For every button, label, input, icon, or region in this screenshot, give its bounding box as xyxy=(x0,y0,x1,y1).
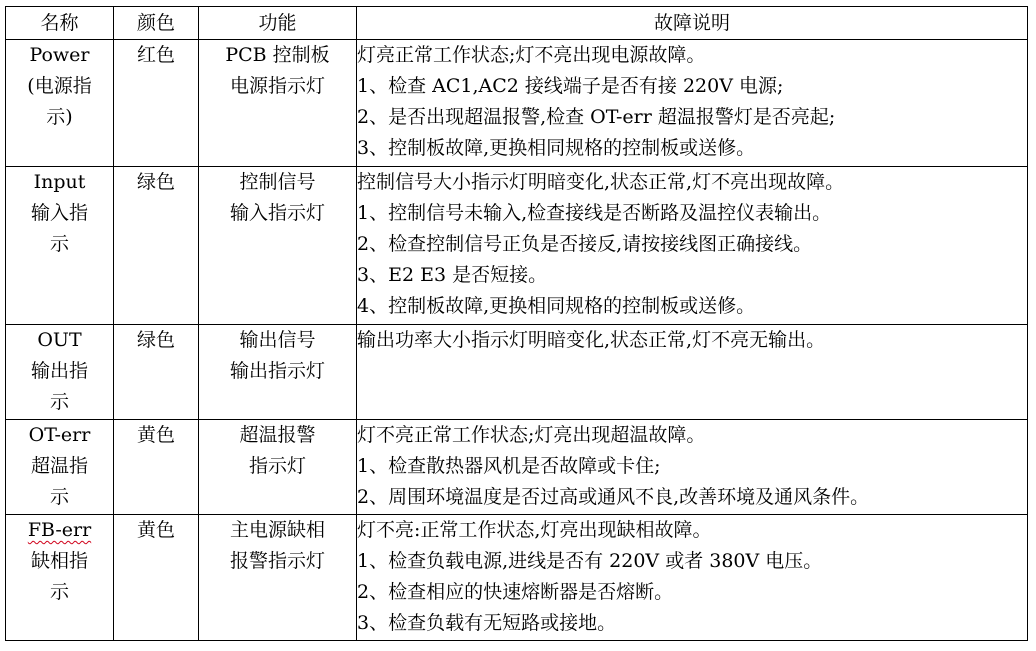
cell-function xyxy=(199,420,357,515)
cell-color: 绿色 xyxy=(114,167,199,325)
name-line: 示 xyxy=(49,233,69,255)
cell-color: 红色 xyxy=(114,40,199,167)
cell-description xyxy=(357,325,1028,420)
function-line: PCB 控制板 xyxy=(225,44,330,66)
cell-description xyxy=(357,40,1028,167)
fault-indicator-table xyxy=(5,6,1028,641)
function-line: 输出信号 xyxy=(239,329,316,351)
header-color: 颜色 xyxy=(114,7,199,40)
spellcheck-marked-text: FB-err xyxy=(27,519,92,541)
name-line: 示 xyxy=(49,486,69,508)
name-line: 输出指 xyxy=(30,360,88,382)
cell-indicator-name xyxy=(6,420,114,515)
cell-function xyxy=(199,325,357,420)
description-line: 1、检查负载电源,进线是否有 220V 或者 380V 电压。 xyxy=(357,550,823,572)
description-line: 控制信号大小指示灯明暗变化,状态正常,灯不亮出现故障。 xyxy=(357,171,845,193)
description-line: 3、E2 E3 是否短接。 xyxy=(357,264,548,286)
function-line: 电源指示灯 xyxy=(229,75,325,97)
name-line: 示 xyxy=(49,581,69,603)
description-line: 输出功率大小指示灯明暗变化,状态正常,灯不亮无输出。 xyxy=(357,329,826,351)
cell-indicator-name xyxy=(6,167,114,325)
name-line: 超温指 xyxy=(30,455,88,477)
header-function: 功能 xyxy=(199,7,357,40)
name-line: Input xyxy=(33,171,86,193)
description-line: 2、检查相应的快速熔断器是否熔断。 xyxy=(357,581,674,603)
table-row xyxy=(6,167,1028,325)
function-line: 输出指示灯 xyxy=(229,360,325,382)
name-line: Power xyxy=(29,44,90,66)
description-line: 1、控制信号未输入,检查接线是否断路及温控仪表输出。 xyxy=(357,202,832,224)
description-line: 1、检查 AC1,AC2 接线端子是否有接 220V 电源; xyxy=(357,75,784,97)
function-line: 输入指示灯 xyxy=(229,202,325,224)
name-line: 示 xyxy=(49,391,69,413)
description-line: 灯亮正常工作状态;灯不亮出现电源故障。 xyxy=(357,44,706,66)
cell-description xyxy=(357,420,1028,515)
cell-color: 黄色 xyxy=(114,515,199,641)
table-row xyxy=(6,40,1028,167)
table-row xyxy=(6,325,1028,420)
description-line: 2、周围环境温度是否过高或通风不良,改善环境及通风条件。 xyxy=(357,486,870,508)
description-line: 3、检查负载有无短路或接地。 xyxy=(357,612,617,634)
description-line: 2、是否出现超温报警,检查 OT-err 超温报警灯是否亮起; xyxy=(357,106,836,128)
description-line: 2、检查控制信号正负是否接反,请按接线图正确接线。 xyxy=(357,233,813,255)
table-row xyxy=(6,420,1028,515)
cell-color: 绿色 xyxy=(114,325,199,420)
name-line: OT-err xyxy=(28,424,91,446)
name-line: 输入指 xyxy=(30,202,88,224)
function-line: 超温报警 xyxy=(239,424,316,446)
name-line: (电源指 xyxy=(27,75,92,97)
description-line: 3、控制板故障,更换相同规格的控制板或送修。 xyxy=(357,137,756,159)
cell-function xyxy=(199,167,357,325)
function-line: 主电源缺相 xyxy=(229,519,325,541)
name-line xyxy=(6,515,113,546)
cell-description xyxy=(357,167,1028,325)
table-header-row xyxy=(6,7,1028,40)
cell-description xyxy=(357,515,1028,641)
header-description: 故障说明 xyxy=(357,7,1028,40)
description-line: 灯不亮正常工作状态;灯亮出现超温故障。 xyxy=(357,424,706,446)
cell-indicator-name xyxy=(6,325,114,420)
name-line: 缺相指 xyxy=(30,550,88,572)
description-line: 4、控制板故障,更换相同规格的控制板或送修。 xyxy=(357,295,756,317)
description-line: 灯不亮:正常工作状态,灯亮出现缺相故障。 xyxy=(357,519,712,541)
cell-function xyxy=(199,40,357,167)
cell-function xyxy=(199,515,357,641)
cell-indicator-name xyxy=(6,515,114,641)
function-line: 报警指示灯 xyxy=(229,550,325,572)
function-line: 控制信号 xyxy=(239,171,316,193)
header-name: 名称 xyxy=(6,7,114,40)
table-row xyxy=(6,515,1028,641)
name-line: 示) xyxy=(46,106,73,128)
cell-indicator-name xyxy=(6,40,114,167)
name-line: OUT xyxy=(37,329,82,351)
function-line: 指示灯 xyxy=(248,455,306,477)
description-line: 1、检查散热器风机是否故障或卡住; xyxy=(357,455,661,477)
cell-color: 黄色 xyxy=(114,420,199,515)
